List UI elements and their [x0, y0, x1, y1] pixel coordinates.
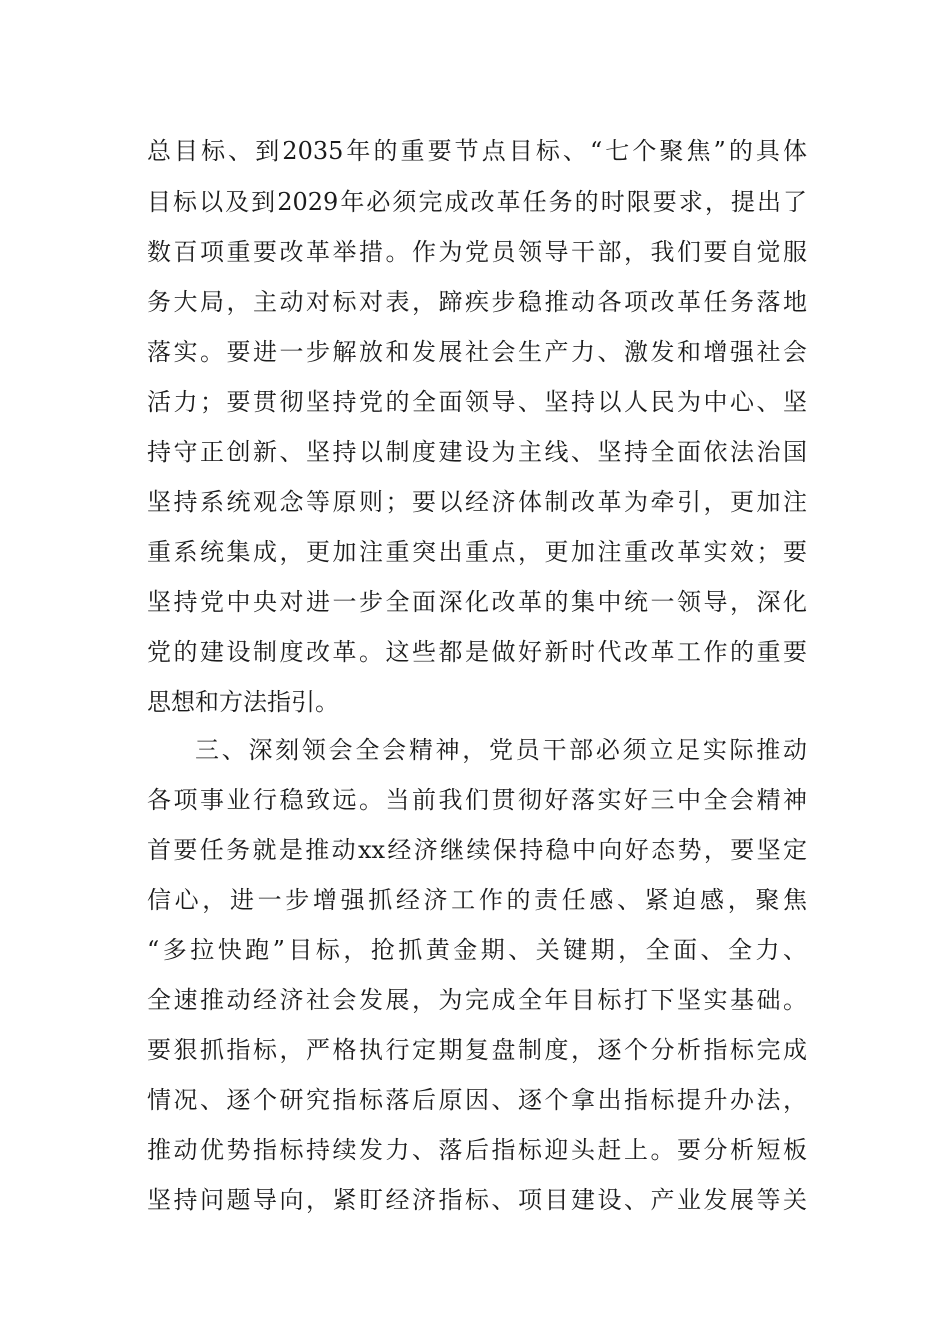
paragraph-line: 党的建设制度改革。这些都是做好新时代改革工作的重要	[147, 638, 807, 666]
paragraph-line: 务大局，主动对标对表，蹄疾步稳推动各项改革任务落地	[147, 288, 807, 316]
paragraph-line: 目标以及到2029年必须完成改革任务的时限要求，提出了	[147, 188, 807, 216]
paragraph-first-line: 三、深刻领会全会精神，党员干部必须立足实际推动	[195, 736, 807, 764]
paragraph-line: 坚持问题导向，紧盯经济指标、项目建设、产业发展等关	[147, 1186, 807, 1214]
paragraph-line: 重系统集成，更加注重突出重点，更加注重改革实效；要	[147, 538, 807, 566]
paragraph-line: 情况、逐个研究指标落后原因、逐个拿出指标提升办法，	[147, 1086, 807, 1114]
paragraph-line: 坚持系统观念等原则；要以经济体制改革为牵引，更加注	[147, 488, 807, 516]
paragraph-line: 坚持党中央对进一步全面深化改革的集中统一领导，深化	[147, 588, 807, 616]
paragraph-line: 要狠抓指标，严格执行定期复盘制度，逐个分析指标完成	[147, 1036, 807, 1064]
paragraph-line: 落实。要进一步解放和发展社会生产力、激发和增强社会	[147, 338, 807, 366]
paragraph-line: 活力；要贯彻坚持党的全面领导、坚持以人民为中心、坚	[147, 388, 807, 416]
paragraph-line: 信心，进一步增强抓经济工作的责任感、紧迫感，聚焦	[147, 886, 807, 914]
paragraph-line: 数百项重要改革举措。作为党员领导干部，我们要自觉服	[147, 238, 807, 266]
paragraph-line: 全速推动经济社会发展，为完成全年目标打下坚实基础。	[147, 986, 807, 1014]
paragraph-line: 思想和方法指引。	[147, 688, 339, 716]
paragraph-line: “多拉快跑”目标，抢抓黄金期、关键期，全面、全力、	[147, 936, 807, 964]
paragraph-line: 持守正创新、坚持以制度建设为主线、坚持全面依法治国	[147, 438, 807, 466]
paragraph-line: 首要任务就是推动xx经济继续保持稳中向好态势，要坚定	[147, 836, 807, 864]
paragraph-line: 总目标、到2035年的重要节点目标、“七个聚焦”的具体	[147, 137, 807, 165]
paragraph-line: 各项事业行稳致远。当前我们贯彻好落实好三中全会精神	[147, 786, 807, 814]
paragraph-line: 推动优势指标持续发力、落后指标迎头赶上。要分析短板	[147, 1136, 807, 1164]
